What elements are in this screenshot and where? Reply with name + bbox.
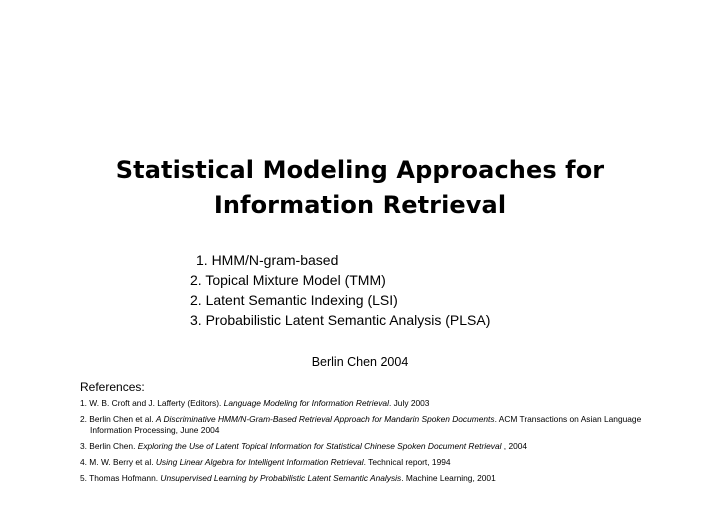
references-list — [80, 398, 660, 489]
reference-title: Unsupervised Learning by Probabilistic Latent Semantic Analysis — [160, 473, 402, 483]
reference-lead: 4. M. W. Berry et al. — [80, 457, 156, 467]
slide-title-line-1: Statistical Modeling Approaches for — [115, 156, 605, 184]
reference-tail: . Machine Learning, 2001 — [401, 473, 496, 483]
reference-tail: . July 2003 — [388, 398, 430, 408]
reference-item — [80, 473, 660, 484]
references-heading: References: — [80, 380, 145, 394]
outline-item: 3. Probabilistic Latent Semantic Analysis (PLSA) — [190, 312, 491, 328]
reference-title: Language Modeling for Information Retrieval — [223, 398, 389, 408]
outline-item: 2. Topical Mixture Model (TMM) — [190, 272, 386, 288]
reference-item — [80, 398, 660, 409]
outline-item: 1. HMM/N-gram-based — [196, 252, 339, 268]
slide-title — [60, 153, 660, 223]
reference-item — [80, 441, 660, 452]
reference-lead: 3. Berlin Chen. — [80, 441, 138, 451]
reference-lead: 2. Berlin Chen et al. — [80, 414, 156, 424]
reference-item — [80, 457, 660, 468]
reference-tail: . ACM Transactions on Asian Language Information Processing, June 2004 — [90, 414, 642, 435]
slide-title-line-2: Information Retrieval — [213, 191, 507, 219]
outline-item: 2. Latent Semantic Indexing (LSI) — [190, 292, 398, 308]
reference-title: Using Linear Algebra for Intelligent Information Retrieval — [155, 457, 364, 467]
author-line: Berlin Chen 2004 — [311, 355, 409, 369]
reference-title: Exploring the Use of Latent Topical Information for Statistical Chinese Spoken Document Retrieval — [137, 441, 502, 451]
reference-item — [80, 414, 660, 436]
reference-lead: 5. Thomas Hofmann. — [80, 473, 161, 483]
reference-tail: . Technical report, 1994 — [363, 457, 451, 467]
outline-list — [190, 250, 490, 330]
reference-title: A Discriminative HMM/N-Gram-Based Retrieval Approach for Mandarin Spoken Documents — [155, 414, 495, 424]
reference-tail: , 2004 — [501, 441, 528, 451]
reference-lead: 1. W. B. Croft and J. Lafferty (Editors). — [80, 398, 224, 408]
